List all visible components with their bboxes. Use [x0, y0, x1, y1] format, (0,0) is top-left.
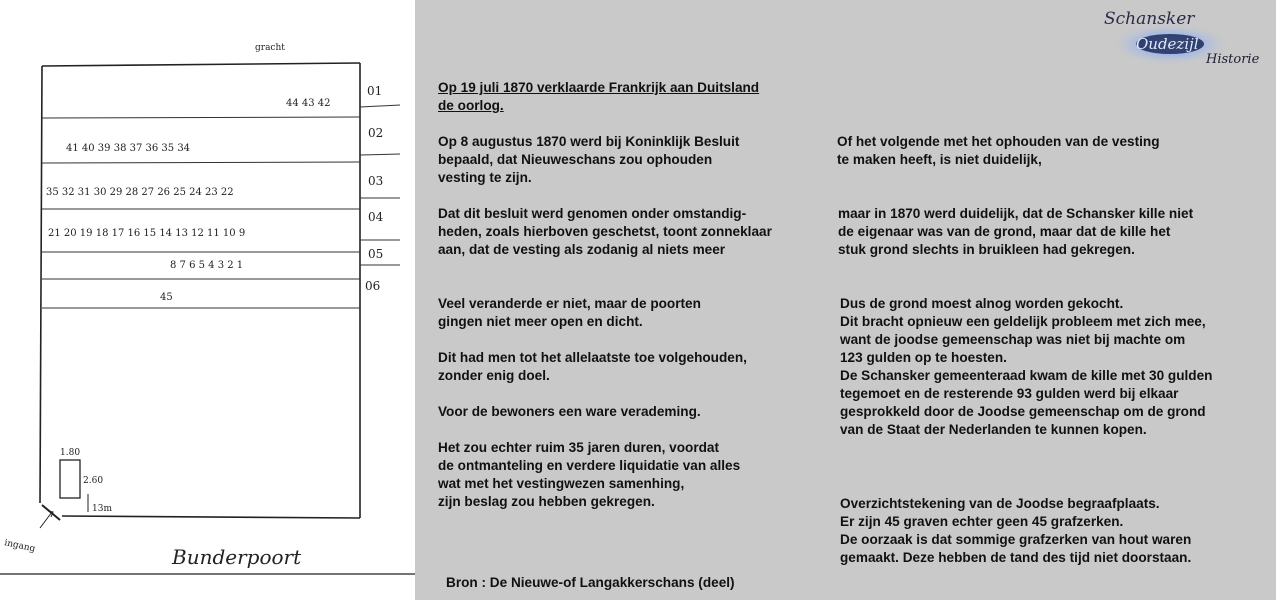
row-number: 01 [367, 84, 383, 98]
text-line: 123 gulden op te hoesten. [840, 350, 1007, 365]
text-line: De oorzaak is dat sommige grafzerken van hout waren [840, 532, 1192, 547]
dim-distance-label: 13m [92, 504, 112, 514]
article-heading [438, 79, 759, 115]
row-number: 05 [368, 247, 384, 261]
text-line: Op 8 augustus 1870 werd bij Koninklijk Besluit [438, 134, 740, 149]
logo-line1: Schansker [1104, 9, 1195, 29]
right-paragraph-4 [840, 495, 1191, 567]
dim-height-label: 2.60 [83, 476, 104, 486]
row-graves: 44 43 42 [286, 98, 331, 109]
text-line: aan, dat de vesting als zodanig al niets meer [438, 242, 726, 257]
row-graves: 45 [160, 292, 173, 303]
dim-width-label: 1.80 [60, 448, 81, 458]
text-line: gesprokkeld door de Joodse gemeenschap om de grond [840, 404, 1206, 419]
text-line: tegemoet en de resterende 93 gulden werd bij elkaar [840, 386, 1179, 401]
text-line: maar in 1870 werd duidelijk, dat de Schansker kille niet [838, 206, 1194, 221]
cemetery-sketch [0, 0, 415, 600]
row-graves: 8 7 6 5 4 3 2 1 [170, 260, 244, 271]
logo-line3: Historie [1206, 52, 1260, 66]
text-line: Veel veranderde er niet, maar de poorten [438, 296, 701, 311]
text-line: Dat dit besluit werd genomen onder omstandig- [438, 206, 747, 221]
right-paragraph-2 [838, 205, 1193, 259]
sketch-drawing [0, 0, 415, 600]
row-graves: 41 40 39 38 37 36 35 34 [66, 143, 191, 154]
sketch-bottom-label: Bunderpoort [172, 545, 302, 569]
left-paragraph-3 [438, 295, 701, 331]
text-line: Dit had men tot het allelaatste toe volgehouden, [438, 350, 747, 365]
site-logo [1100, 4, 1274, 66]
entrance-label: ingang [3, 538, 37, 555]
heading-line: de oorlog. [438, 98, 504, 113]
row-number: 06 [365, 279, 381, 293]
row-graves: 21 20 19 18 17 16 15 14 13 12 11 10 9 [48, 228, 246, 239]
heading-line: Op 19 juli 1870 verklaarde Frankrijk aan Duitsland [438, 80, 760, 95]
source-credit: Bron : De Nieuwe-of Langakkerschans (deel) [446, 575, 735, 590]
left-paragraph-1 [438, 133, 739, 187]
text-line: Er zijn 45 graven echter geen 45 grafzerken. [840, 514, 1124, 529]
right-paragraph-3 [840, 295, 1212, 439]
row-number: 02 [368, 126, 384, 140]
text-line: de ontmanteling en verdere liquidatie van alles [438, 458, 741, 473]
left-paragraph-6 [438, 439, 740, 511]
text-line: Overzichtstekening van de Joodse begraafplaats. [840, 496, 1160, 511]
text-line: van de Staat der Nederlanden te kunnen kopen. [840, 422, 1147, 437]
text-line: de eigenaar was van de grond, maar dat de kille het [838, 224, 1171, 239]
text-line: Of het volgende met het ophouden van de vesting [837, 134, 1160, 149]
text-line: De Schansker gemeenteraad kwam de kille met 30 gulden [840, 368, 1213, 383]
text-line: stuk grond slechts in bruikleen had gekregen. [838, 242, 1135, 257]
text-line: vesting te zijn. [438, 170, 532, 185]
text-line: Het zou echter ruim 35 jaren duren, voordat [438, 440, 720, 455]
row-number: 03 [368, 174, 384, 188]
text-line: wat met het vestingwezen samenhing, [438, 476, 685, 491]
text-line: gingen niet meer open en dicht. [438, 314, 643, 329]
text-line: Dus de grond moest alnog worden gekocht. [840, 296, 1124, 311]
text-line: Dit bracht opnieuw een geldelijk probleem met zich mee, [840, 314, 1206, 329]
text-line: gemaakt. Deze hebben de tand des tijd niet doorstaan. [840, 550, 1192, 565]
left-paragraph-4 [438, 349, 747, 385]
left-paragraph-5 [438, 403, 701, 421]
logo-line2: Oudezijl [1136, 35, 1199, 53]
text-line: bepaald, dat Nieuweschans zou ophouden [438, 152, 713, 167]
text-line: Voor de bewoners een ware verademing. [438, 404, 701, 419]
text-line: heden, zoals hierboven geschetst, toont zonneklaar [438, 224, 772, 239]
sketch-top-label: gracht [255, 43, 285, 53]
row-graves: 35 32 31 30 29 28 27 26 25 24 23 22 [46, 187, 234, 198]
right-paragraph-1 [837, 133, 1160, 169]
row-number: 04 [368, 210, 384, 224]
text-line: want de joodse gemeenschap was niet bij machte om [840, 332, 1186, 347]
text-line: zijn beslag zou hebben gekregen. [438, 494, 655, 509]
text-line: zonder enig doel. [438, 368, 550, 383]
text-line: te maken heeft, is niet duidelijk, [837, 152, 1042, 167]
left-paragraph-2 [438, 205, 772, 259]
